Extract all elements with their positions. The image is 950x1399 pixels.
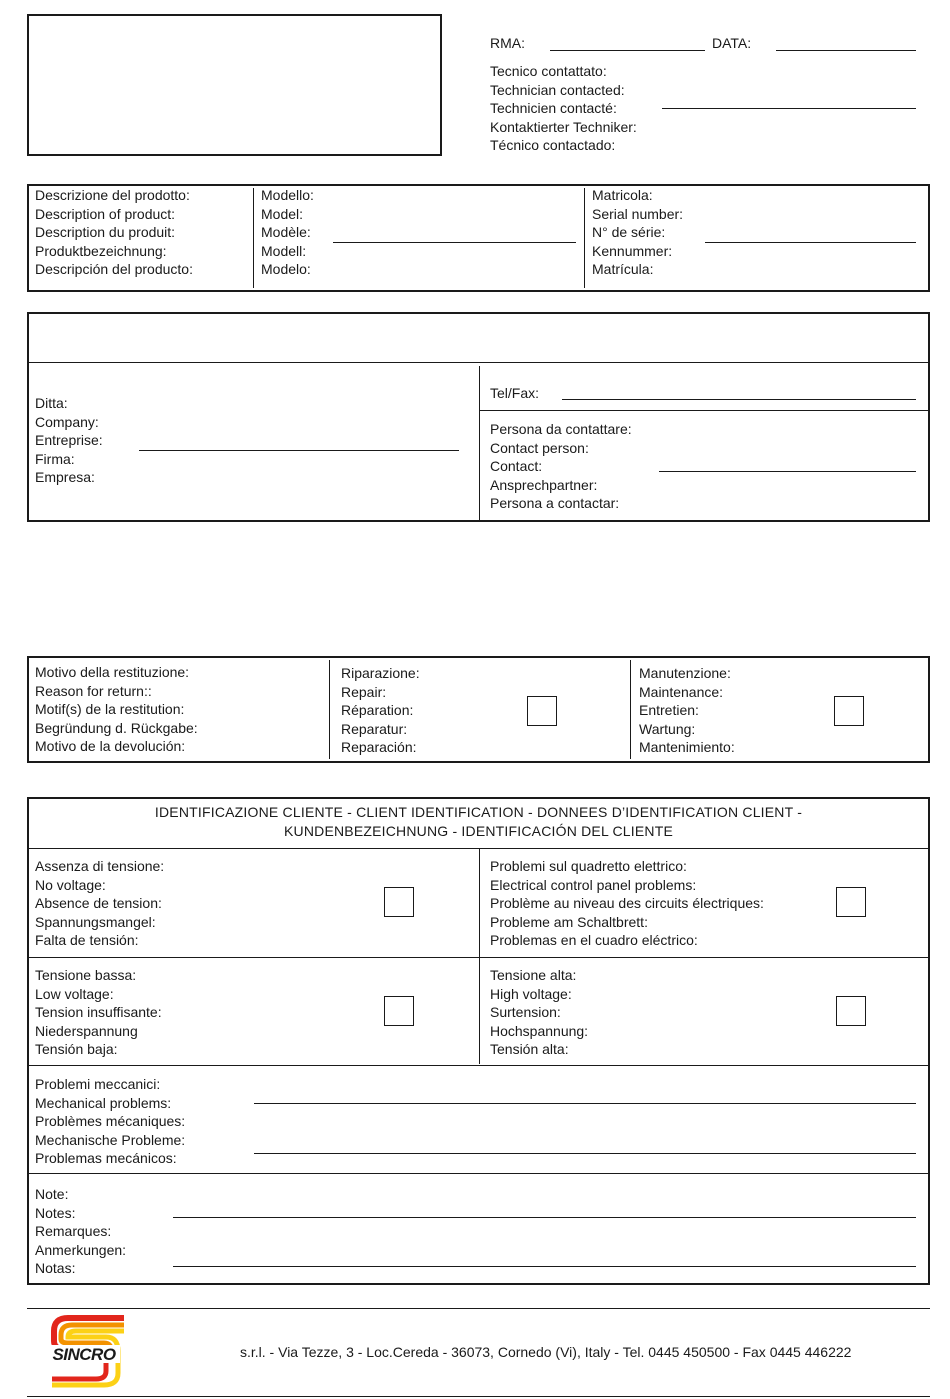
no-voltage-checkbox[interactable] bbox=[384, 887, 414, 917]
serial-labels: Matricola: Serial number: N° de série: Kennummer: Matrícula: bbox=[592, 187, 684, 277]
data-label: DATA: bbox=[712, 35, 752, 51]
company-vertical-divider bbox=[479, 366, 480, 520]
company-top-divider bbox=[29, 362, 928, 363]
product-description-labels: Descrizione del prodotto: Description of product: Description du produit: Produktbezeichnung: Descripción del producto: bbox=[35, 187, 193, 277]
telfax-label: Tel/Fax: bbox=[490, 385, 540, 401]
no-voltage-labels: Assenza di tensione: No voltage: Absence de tension: Spannungsmangel: Falta de tensión: bbox=[35, 858, 165, 948]
high-voltage-labels: Tensione alta: High voltage: Surtension: Hochspannung: Tensión alta: bbox=[490, 967, 589, 1057]
company-address: s.r.l. - Via Tezze, 3 - Loc.Cereda - 36073, Cornedo (Vi), Italy - Tel. 0445 450500 - Fax 0445 446222 bbox=[240, 1344, 852, 1360]
company-field[interactable] bbox=[139, 433, 459, 451]
client-row-divider-2 bbox=[29, 1065, 928, 1066]
mechanical-problems-field-1[interactable] bbox=[254, 1086, 916, 1104]
client-row-divider-1 bbox=[29, 957, 928, 958]
panel-problems-checkbox[interactable] bbox=[836, 887, 866, 917]
maintenance-labels: Manutenzione: Maintenance: Entretien: Wartung: Mantenimiento: bbox=[639, 665, 735, 755]
reason-labels: Motivo della restituzione: Reason for return:: Motif(s) de la restitution: Begründung d. Rückgabe: Motivo de la devolución: bbox=[35, 664, 198, 754]
model-labels: Modello: Model: Modèle: Modell: Modelo: bbox=[261, 187, 314, 277]
telfax-divider bbox=[480, 410, 928, 411]
product-divider-2 bbox=[584, 188, 585, 288]
return-divider-1 bbox=[329, 660, 330, 759]
logo-stamp-box bbox=[27, 14, 442, 156]
telfax-field[interactable] bbox=[562, 382, 916, 400]
maintenance-checkbox[interactable] bbox=[834, 696, 864, 726]
logo-text: SINCRO bbox=[52, 1345, 116, 1364]
company-labels: Ditta: Company: Entreprise: Firma: Empresa: bbox=[35, 395, 103, 485]
product-divider-1 bbox=[253, 188, 254, 288]
sincro-logo bbox=[46, 1315, 128, 1389]
contact-labels: Persona da contattare: Contact person: Contact: Ansprechpartner: Persona a contactar: bbox=[490, 421, 632, 511]
notes-labels: Note: Notes: Remarques: Anmerkungen: Notas: bbox=[35, 1186, 127, 1276]
mechanical-problems-labels: Problemi meccanici: Mechanical problems: Problèmes mécaniques: Mechanische Probleme: Problemas mecánicos: bbox=[35, 1076, 186, 1166]
repair-labels: Riparazione: Repair: Réparation: Reparatur: Reparación: bbox=[341, 665, 420, 755]
client-identification-title: IDENTIFICAZIONE CLIENTE - CLIENT IDENTIFICATION - DONNEES D’IDENTIFICATION CLIENT - KUNDENBEZEICHNUNG - IDENTIFICACIÓN DEL CLIENTE bbox=[154, 804, 803, 839]
notes-field-1[interactable] bbox=[173, 1200, 916, 1218]
date-field[interactable] bbox=[776, 33, 916, 51]
serial-field[interactable] bbox=[705, 225, 916, 243]
mechanical-problems-field-2[interactable] bbox=[254, 1136, 916, 1154]
footer-top-rule bbox=[27, 1308, 930, 1309]
contact-field[interactable] bbox=[659, 454, 916, 472]
low-voltage-labels: Tensione bassa: Low voltage: Tension insuffisante: Niederspannung Tensión baja: bbox=[35, 967, 162, 1057]
footer-bottom-rule bbox=[27, 1396, 930, 1397]
rma-field[interactable] bbox=[550, 33, 705, 51]
notes-field-2[interactable] bbox=[173, 1249, 916, 1267]
technician-labels: Tecnico contattato: Technician contacted: Technicien contacté: Kontaktierter Techniker: Técnico contactado: bbox=[490, 63, 637, 153]
low-voltage-checkbox[interactable] bbox=[384, 996, 414, 1026]
return-divider-2 bbox=[630, 660, 631, 759]
rma-label: RMA: bbox=[490, 35, 525, 51]
client-row-divider-3 bbox=[29, 1173, 928, 1174]
technician-field[interactable] bbox=[662, 91, 916, 109]
high-voltage-checkbox[interactable] bbox=[836, 996, 866, 1026]
repair-checkbox[interactable] bbox=[527, 696, 557, 726]
model-field[interactable] bbox=[333, 225, 576, 243]
panel-problems-labels: Problemi sul quadretto elettrico: Electrical control panel problems: Problème au niveau des circuits électriques: Probleme am Schaltbrett: Problemas en el cuadro eléctrico: bbox=[490, 858, 764, 948]
